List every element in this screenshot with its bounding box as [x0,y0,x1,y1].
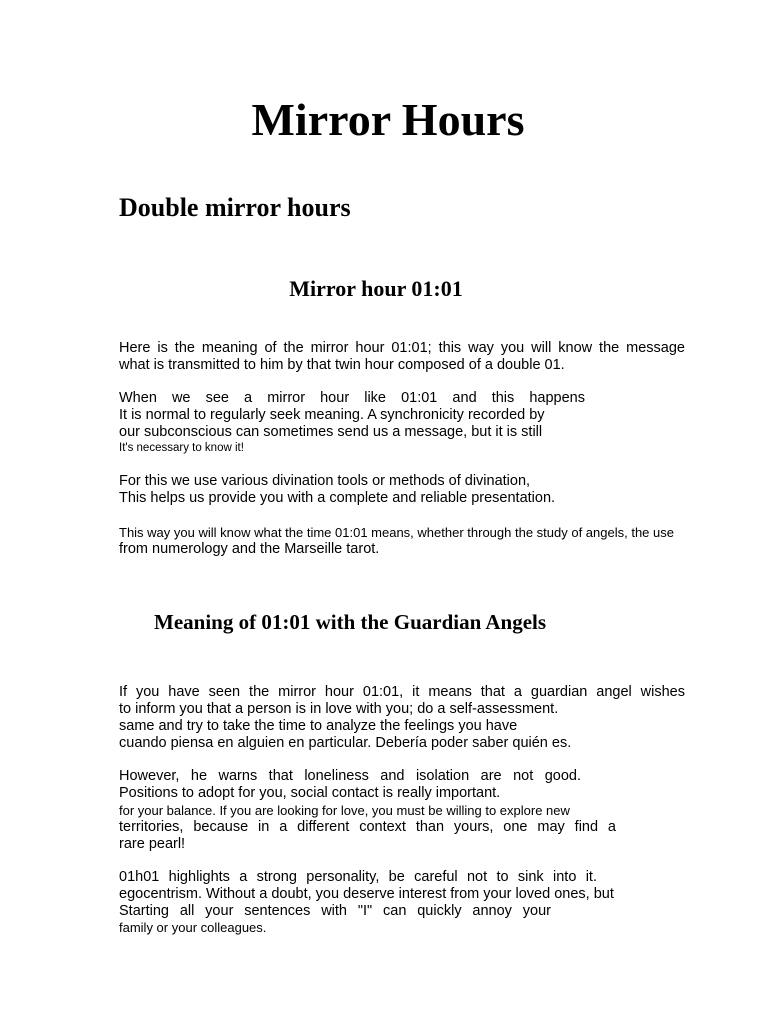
text-line: Starting all your sentences with "I" can quickly annoy your [119,903,551,919]
text-line: egocentrism. Without a doubt, you deserve interest from your loved ones, but [119,886,614,902]
text-line: our subconscious can sometimes send us a message, but it is still [119,424,543,440]
text-line: It is normal to regularly seek meaning. A synchronicity recorded by [119,407,545,423]
text-line: Here is the meaning of the mirror hour 01:01; this way you will know the message [119,340,685,356]
text-line: It's necessary to know it! [119,442,244,454]
page-title: Mirror Hours [251,94,525,145]
text-line: rare pearl! [119,836,186,852]
text-line: for your balance. If you are looking for love, you must be willing to explore new [119,803,570,818]
angels-heading: Meaning of 01:01 with the Guardian Angels [154,610,547,634]
text-line: cuando piensa en alguien en particular. Debería poder saber quién es. [119,735,572,751]
text-line: This way you will know what the time 01:01 means, whether through the study of angels, the use [119,525,674,540]
text-line: Positions to adopt for you, social contact is really important. [119,785,501,801]
angels-paragraph-3 [119,869,671,936]
angels-paragraph-1 [119,684,685,752]
text-line: When we see a mirror hour like 01:01 and this happens [119,390,585,406]
text-line: However, he warns that loneliness and isolation are not good. [119,768,581,784]
intro-paragraph [119,340,685,374]
text-line: If you have seen the mirror hour 01:01, it means that a guardian angel wishes [119,684,685,700]
text-line: what is transmitted to him by that twin hour composed of a double 01. [119,357,565,373]
divination-paragraph [119,473,685,507]
subsection-heading: Mirror hour 01:01 [289,276,463,301]
text-line: 01h01 highlights a strong personality, be careful not to sink into it. [119,869,597,885]
synchronicity-paragraph [119,390,585,455]
methods-paragraph [119,524,719,558]
text-line: from numerology and the Marseille tarot. [119,541,380,557]
text-line: For this we use various divination tools or methods of divination, [119,473,531,489]
text-line: same and try to take the time to analyze the feelings you have [119,718,518,734]
text-line: family or your colleagues. [119,920,267,935]
angels-paragraph-2 [119,768,685,853]
text-line: This helps us provide you with a complete and reliable presentation. [119,490,556,506]
section-heading: Double mirror hours [119,193,351,222]
text-line: territories, because in a different context than yours, one may find a [119,819,616,835]
text-line: to inform you that a person is in love with you; do a self-assessment. [119,701,559,717]
